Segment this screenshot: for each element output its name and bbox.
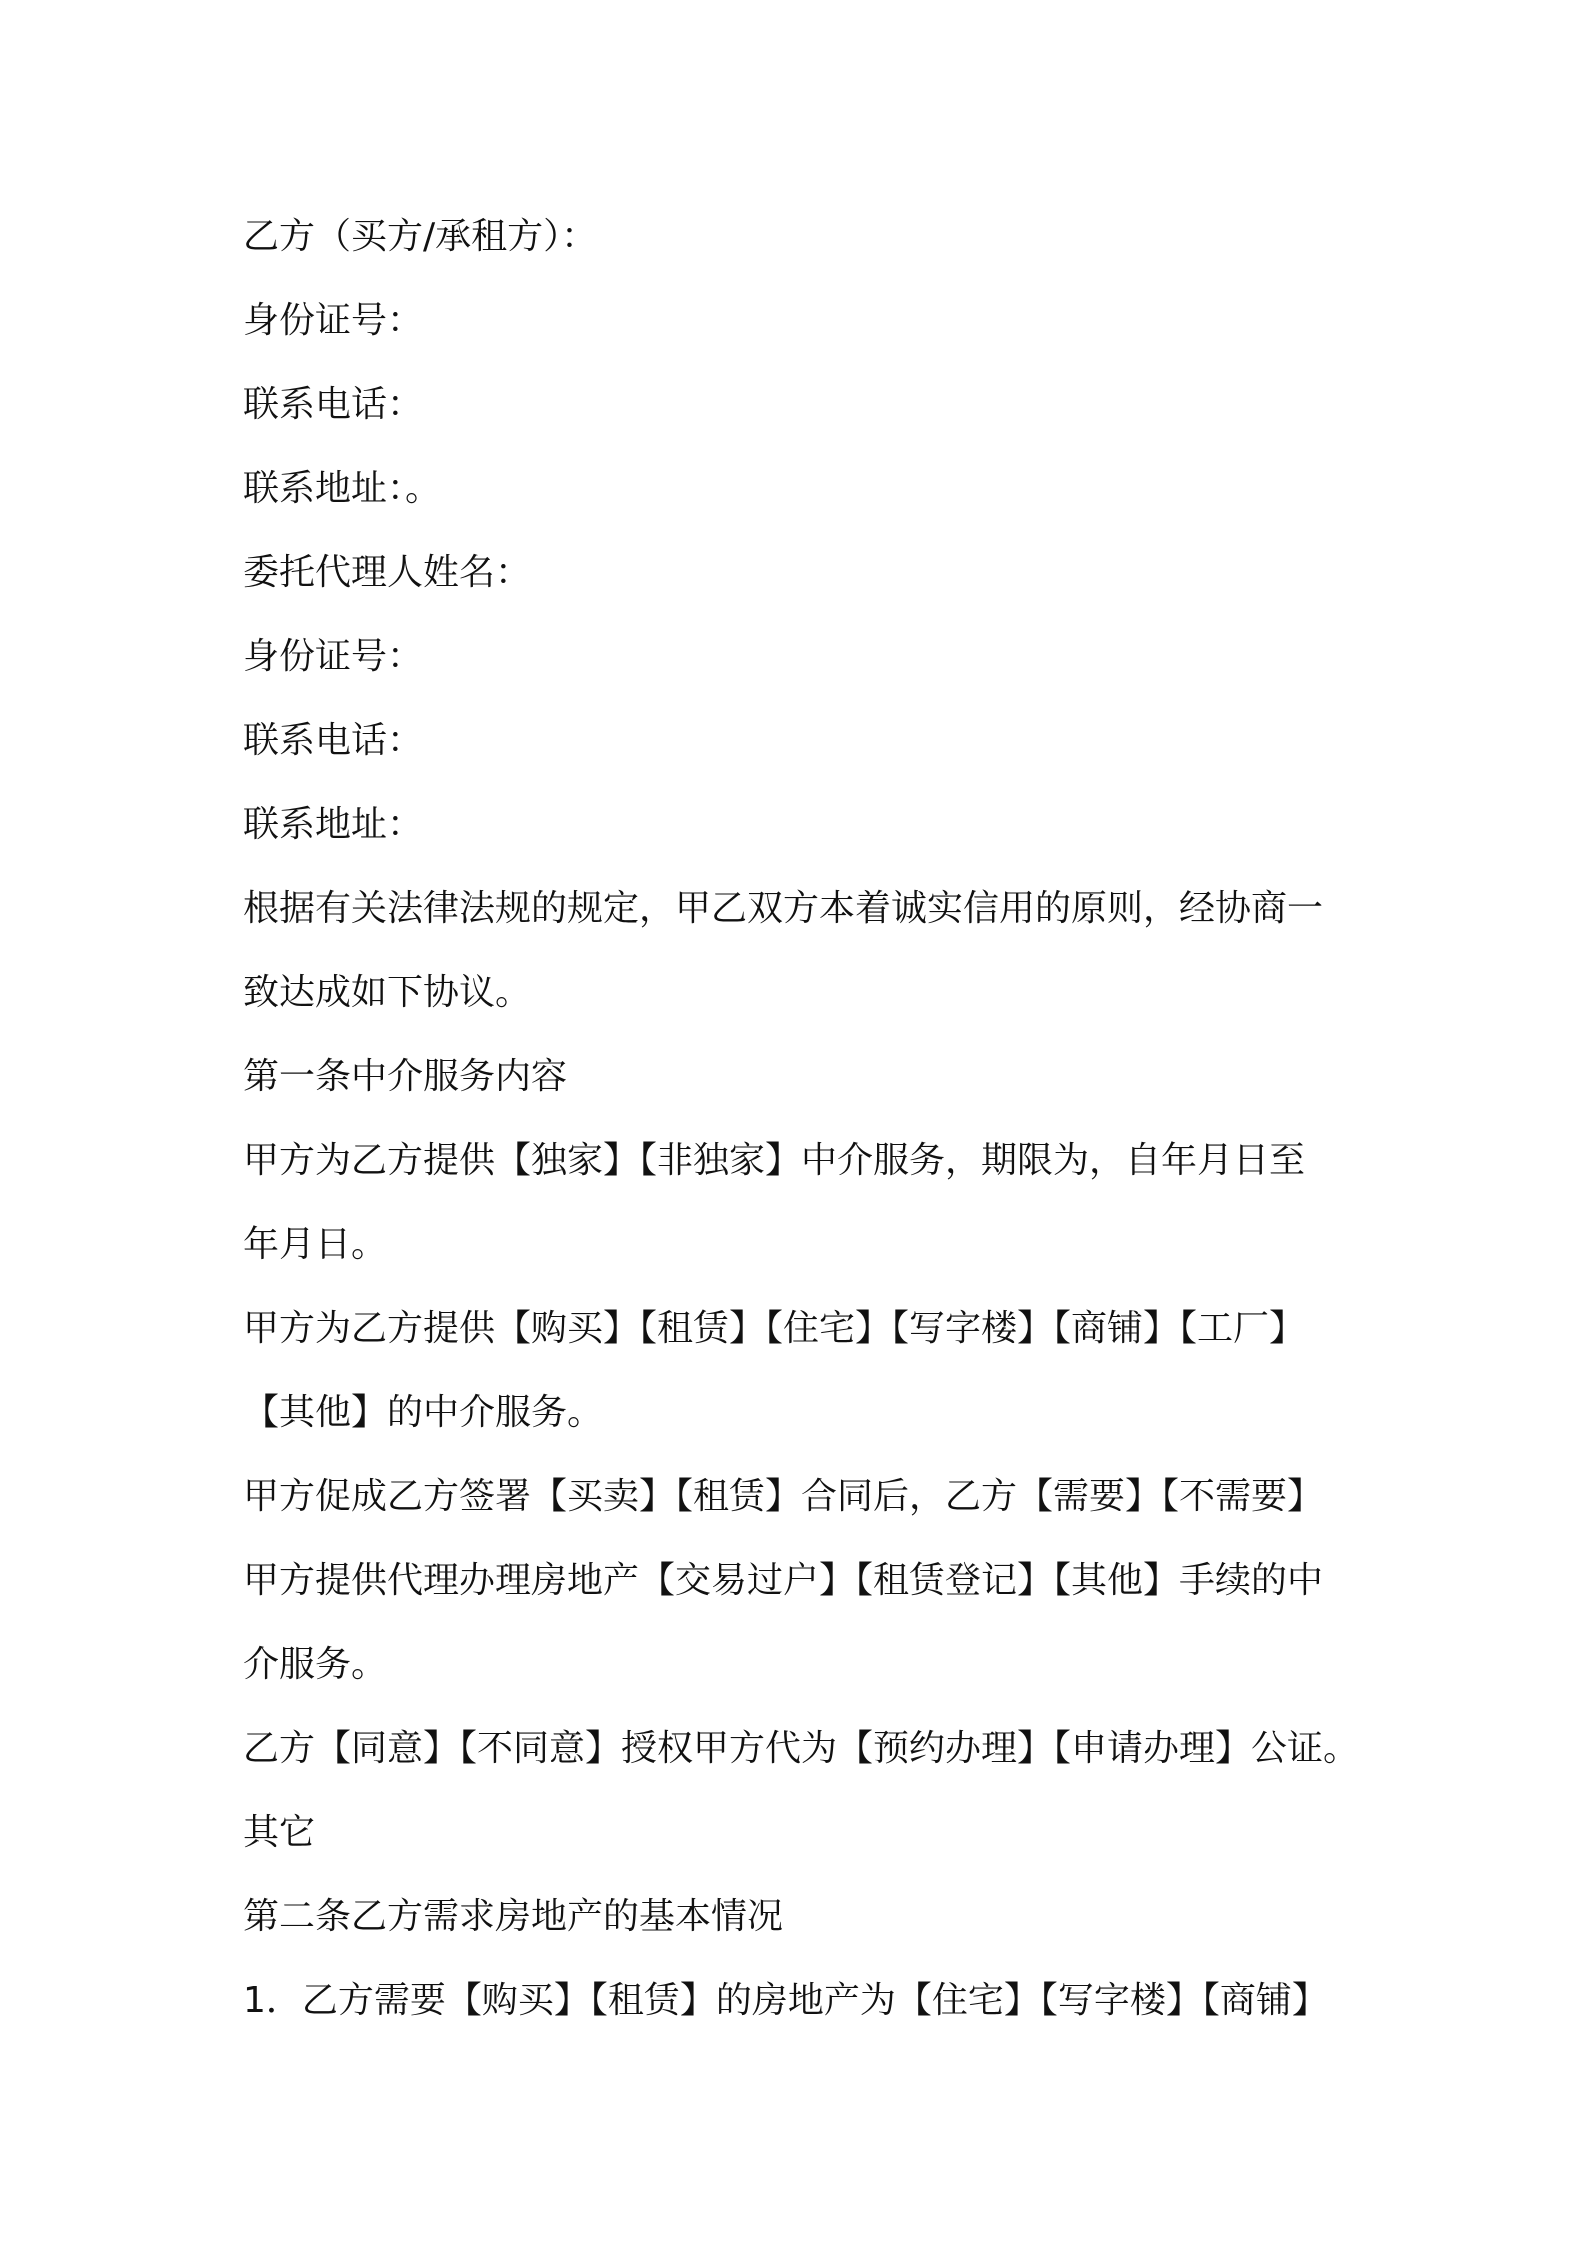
- article-two-heading: 第二条乙方需求房地产的基本情况: [243, 1896, 784, 1937]
- agent-id-number-label: 身份证号：: [243, 636, 424, 677]
- preamble-text-continued: 致达成如下协议。: [243, 972, 532, 1013]
- clause-other: 其它: [243, 1812, 316, 1853]
- clause-agency-procedures-end: 介服务。: [243, 1644, 388, 1685]
- article-two-item-one: 1．乙方需要【购买】【租赁】的房地产为【住宅】【写字楼】【商铺】: [243, 1980, 1328, 2021]
- party-b-label: 乙方（买方/承租方）：: [243, 216, 598, 257]
- id-number-label: 身份证号：: [243, 300, 424, 341]
- phone-label: 联系电话：: [243, 384, 424, 425]
- clause-service-term-continued: 年月日。: [243, 1224, 388, 1265]
- agent-name-label: 委托代理人姓名：: [243, 552, 532, 593]
- preamble-text: 根据有关法律法规的规定，甲乙双方本着诚实信用的原则，经协商一: [243, 888, 1324, 929]
- clause-service-type-continued: 【其他】的中介服务。: [243, 1392, 604, 1433]
- agent-phone-label: 联系电话：: [243, 720, 424, 761]
- document-body: [243, 195, 1363, 2043]
- clause-service-type: 甲方为乙方提供【购买】【租赁】【住宅】【写字楼】【商铺】【工厂】: [243, 1308, 1306, 1349]
- clause-service-term: 甲方为乙方提供【独家】【非独家】中介服务，期限为，自年月日至: [243, 1140, 1306, 1181]
- address-label: 联系地址：。: [243, 468, 442, 509]
- clause-agency-procedures-continued: 甲方提供代理办理房地产【交易过户】【租赁登记】【其他】手续的中: [243, 1560, 1324, 1601]
- article-one-heading: 第一条中介服务内容: [243, 1056, 568, 1097]
- clause-notarization: 乙方【同意】【不同意】授权甲方代为【预约办理】【申请办理】公证。: [243, 1728, 1360, 1769]
- agent-address-label: 联系地址：: [243, 804, 424, 845]
- clause-agency-procedures: 甲方促成乙方签署【买卖】【租赁】合同后，乙方【需要】【不需要】: [243, 1476, 1324, 1517]
